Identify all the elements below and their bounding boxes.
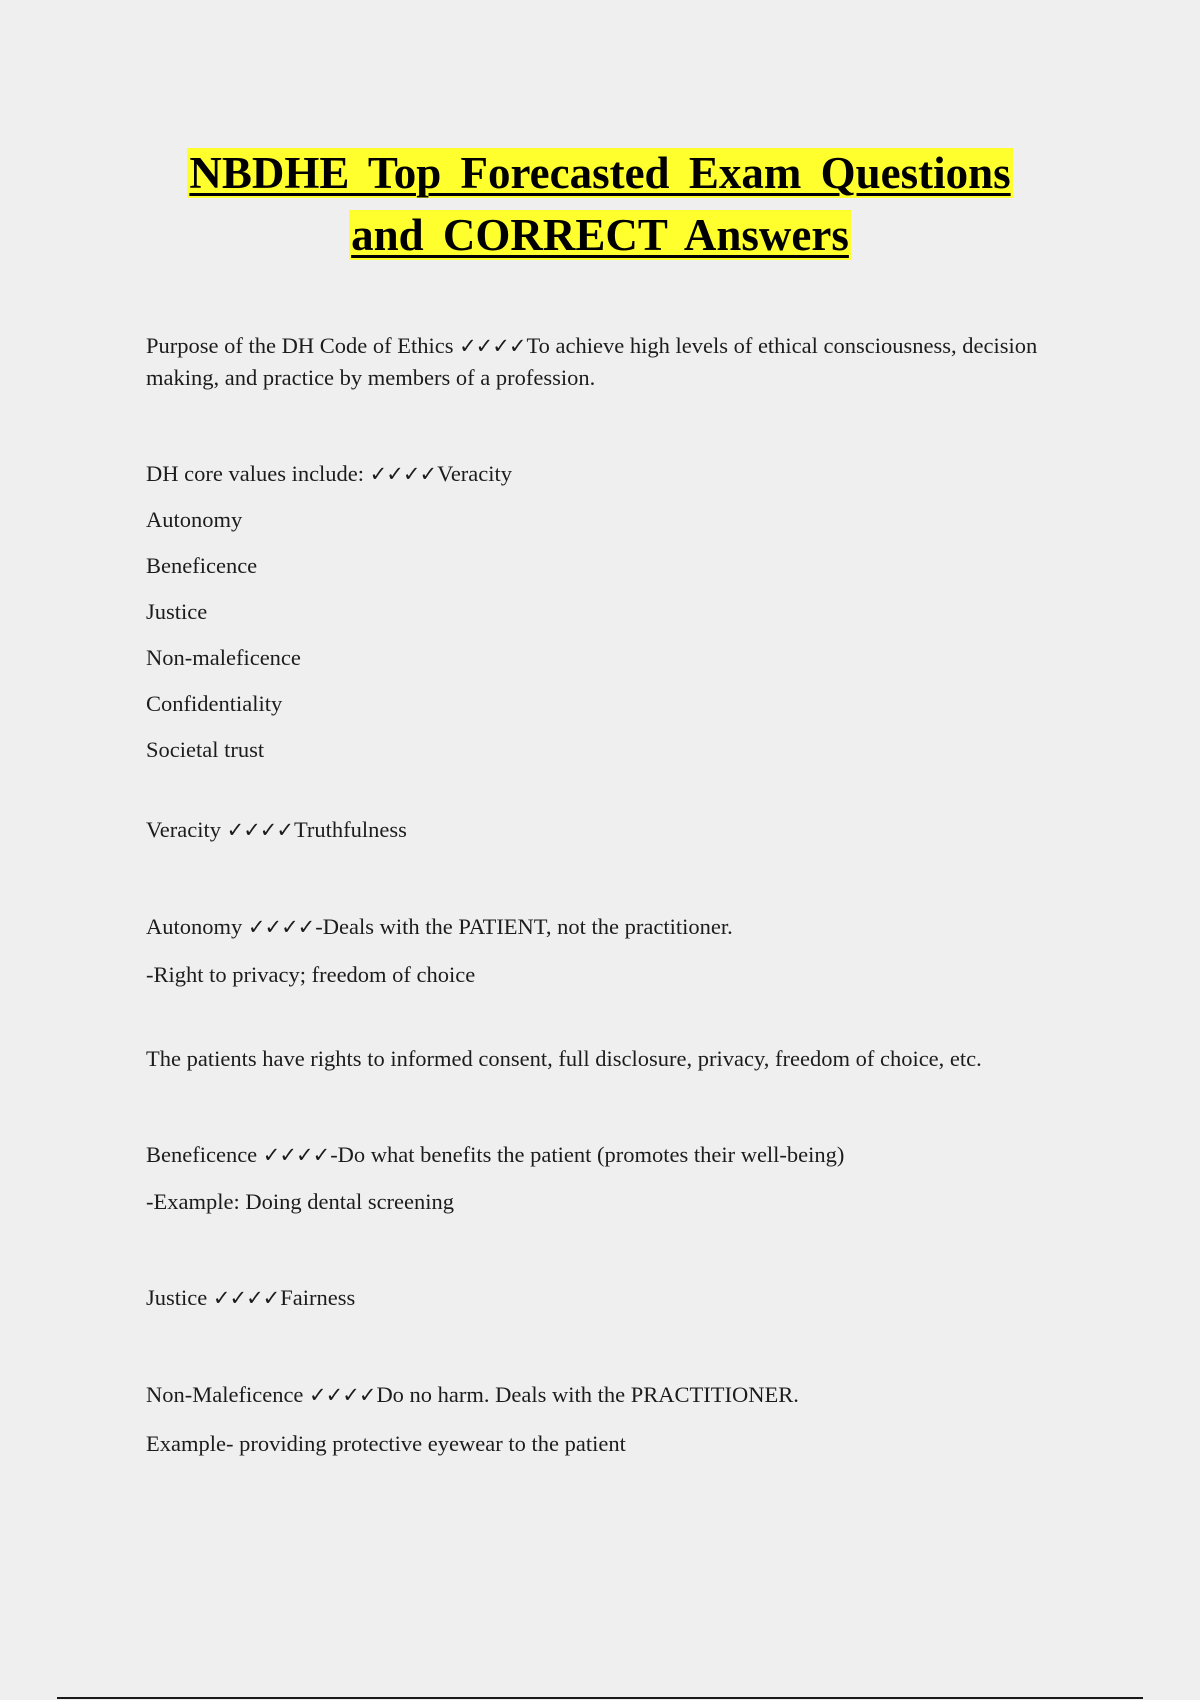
qa-autonomy: [146, 912, 1056, 942]
answer-text: To achieve high levels of ethical consciousness, decision making, and practice by members of a profession.: [146, 333, 1038, 390]
title-line-2: and CORRECT Answers: [351, 210, 849, 260]
answer-continuation: -Right to privacy; freedom of choice: [146, 962, 476, 987]
list-item: Justice: [146, 599, 208, 624]
flashcard-list: [146, 330, 1056, 1459]
answer-continuation: -Example: Doing dental screening: [146, 1189, 455, 1214]
answer-continuation: Example- providing protective eyewear to the patient: [146, 1431, 626, 1456]
question-text: Non-Maleficence: [146, 1382, 310, 1407]
list-item: Confidentiality: [146, 691, 283, 716]
answer-text: Fairness: [280, 1285, 356, 1310]
question-text: Justice: [146, 1285, 213, 1310]
answer-text: Truthfulness: [293, 817, 407, 842]
answer-text: Do no harm. Deals with the PRACTITIONER.: [376, 1382, 799, 1407]
qa-purpose-code-of-ethics: [146, 330, 1056, 393]
list-item: Autonomy: [146, 507, 243, 532]
list-item: Beneficence: [146, 553, 258, 578]
qa-core-values: [146, 459, 1056, 489]
checkmark-icon: ✓✓✓✓: [369, 462, 437, 486]
title-line-1: NBDHE Top Forecasted Exam Questions: [189, 148, 1011, 198]
paragraph: The patients have rights to informed consent, full disclosure, privacy, freedom of choice, etc.: [146, 1046, 982, 1071]
checkmark-icon: ✓✓✓✓: [459, 334, 526, 358]
qa-justice: [146, 1283, 1056, 1313]
checkmark-icon: ✓✓✓✓: [226, 818, 293, 842]
answer-text: Veracity: [437, 461, 513, 486]
answer-text: -Deals with the PATIENT, not the practitioner.: [315, 914, 733, 939]
list-item: Societal trust: [146, 737, 265, 762]
qa-veracity: [146, 815, 1056, 845]
page-footer-rule: [57, 1697, 1143, 1699]
checkmark-icon: ✓✓✓✓: [262, 1143, 330, 1167]
qa-non-maleficence: [146, 1380, 1056, 1410]
checkmark-icon: ✓✓✓✓: [309, 1383, 376, 1407]
document-title: [100, 142, 1100, 266]
answer-text: -Do what benefits the patient (promotes their well-being): [330, 1142, 845, 1167]
qa-beneficence: [146, 1140, 1056, 1170]
checkmark-icon: ✓✓✓✓: [212, 1286, 280, 1310]
question-text: Veracity: [146, 817, 227, 842]
question-text: Purpose of the DH Code of Ethics: [146, 333, 460, 358]
list-item: Non-maleficence: [146, 645, 301, 670]
question-text: Beneficence: [146, 1142, 263, 1167]
question-text: Autonomy: [146, 914, 248, 939]
question-text: DH core values include:: [146, 461, 370, 486]
checkmark-icon: ✓✓✓✓: [247, 915, 315, 939]
